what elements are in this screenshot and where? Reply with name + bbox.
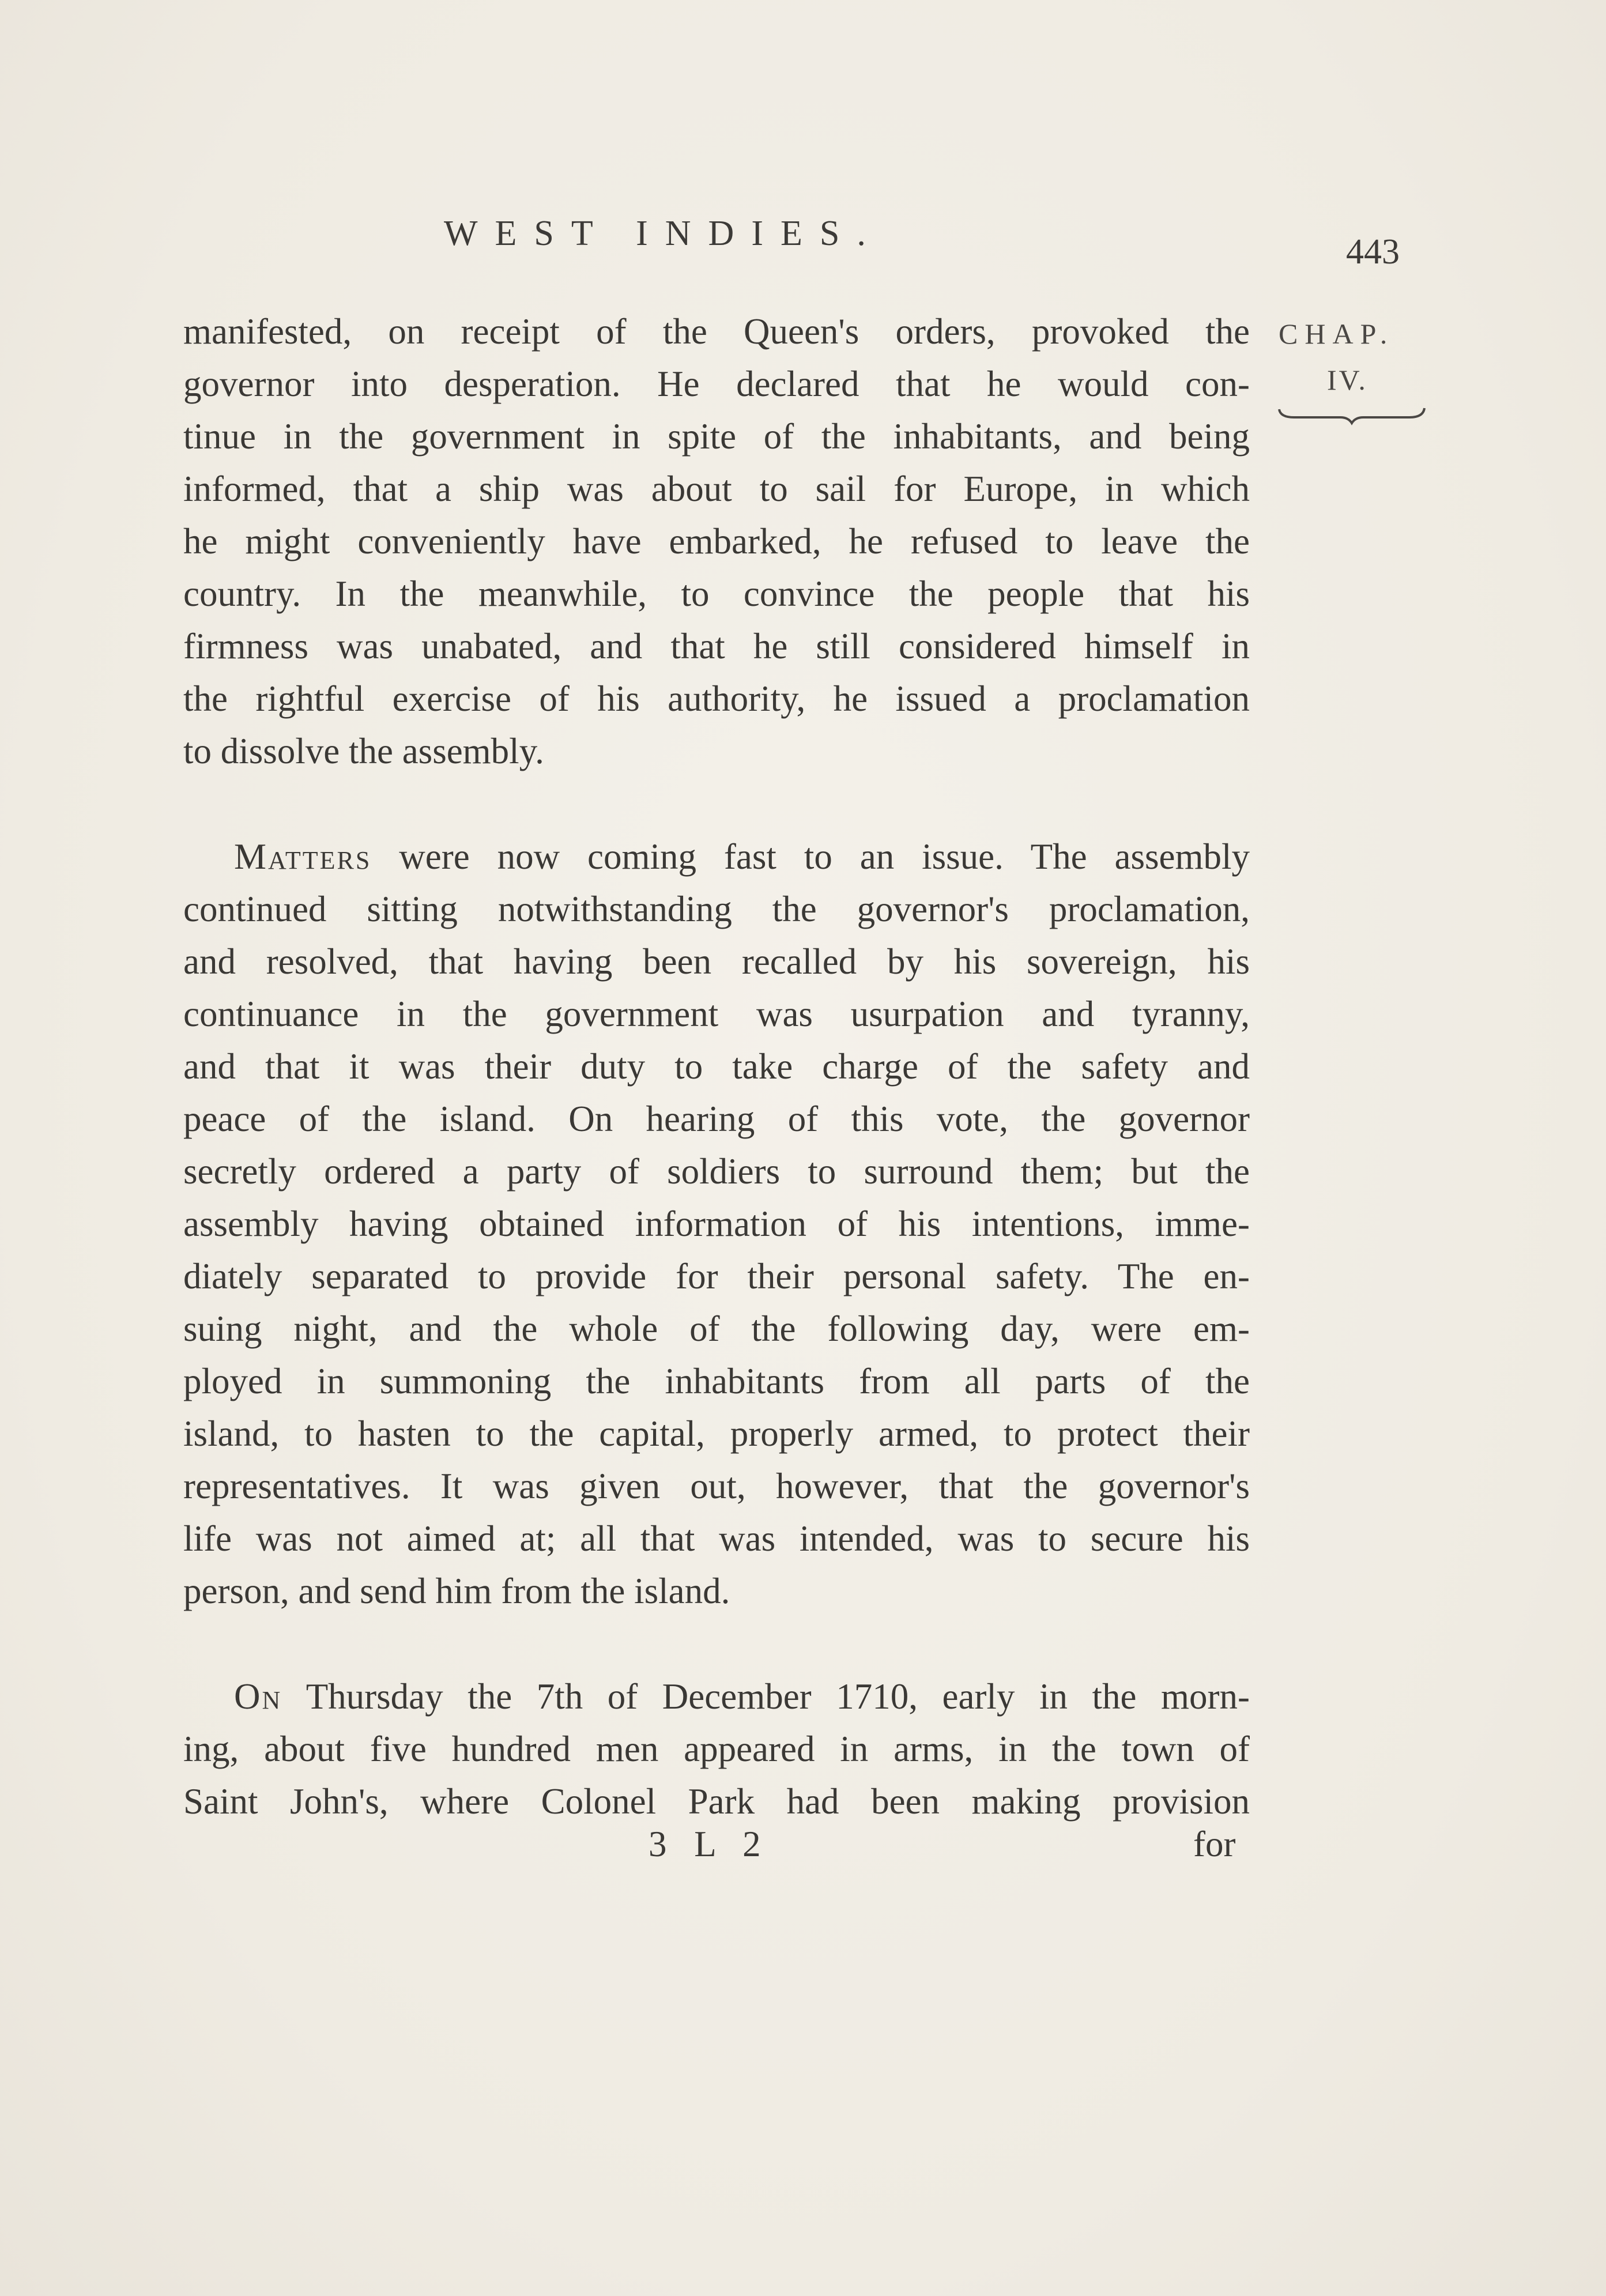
paragraph-3 bbox=[183, 1671, 1250, 1828]
lead-word: Matters bbox=[234, 836, 372, 877]
text-line: the rightful exercise of his authority, he issued a proclamation bbox=[183, 678, 1250, 719]
text-line: and resolved, that having been recalled by his sovereign, his bbox=[183, 941, 1250, 982]
text-line: life was not aimed at; all that was intended, was to secure his bbox=[183, 1518, 1250, 1559]
text-line: manifested, on receipt of the Queen's orders, provoked the bbox=[183, 311, 1250, 352]
chapter-margin-number: IV. bbox=[1327, 364, 1368, 396]
text-line: tinue in the government in spite of the inhabitants, and being bbox=[183, 416, 1250, 457]
text-line-rest: Thursday the 7th of December 1710, early in the morn- bbox=[282, 1676, 1250, 1717]
text-line: representatives. It was given out, however, that the governor's bbox=[183, 1466, 1250, 1506]
running-head: WEST INDIES. bbox=[444, 214, 883, 253]
text-line-first bbox=[183, 1671, 1250, 1723]
text-line: country. In the meanwhile, to convince the people that his bbox=[183, 574, 1250, 614]
paragraph-2 bbox=[183, 831, 1250, 1618]
text-line: person, and send him from the island. bbox=[183, 1571, 730, 1611]
chapter-brace-ornament bbox=[1277, 404, 1427, 427]
paragraph-gap bbox=[183, 1618, 1250, 1671]
text-line: diately separated to provide for their personal safety. The en- bbox=[183, 1256, 1250, 1296]
text-line: island, to hasten to the capital, properly armed, to protect their bbox=[183, 1413, 1250, 1454]
text-line: governor into desperation. He declared that he would con- bbox=[183, 364, 1250, 404]
text-line: he might conveniently have embarked, he refused to leave the bbox=[183, 521, 1250, 561]
catchword: for bbox=[1193, 1824, 1236, 1864]
body-text bbox=[183, 306, 1250, 1828]
text-line: firmness was unabated, and that he still considered himself in bbox=[183, 626, 1250, 666]
text-line: informed, that a ship was about to sail for Europe, in which bbox=[183, 469, 1250, 509]
text-line: continuance in the government was usurpation and tyranny, bbox=[183, 994, 1250, 1034]
text-line: Saint John's, where Colonel Park had been making provision bbox=[183, 1781, 1250, 1822]
signature-mark: 3 L 2 bbox=[649, 1824, 770, 1864]
text-line: ployed in summoning the inhabitants from all parts of the bbox=[183, 1361, 1250, 1401]
lead-word: On bbox=[234, 1676, 282, 1717]
text-line: and that it was their duty to take charge of the safety and bbox=[183, 1046, 1250, 1087]
text-line: peace of the island. On hearing of this vote, the governor bbox=[183, 1099, 1250, 1139]
text-line: to dissolve the assembly. bbox=[183, 731, 544, 771]
page-number: 443 bbox=[1346, 232, 1400, 272]
text-line: suing night, and the whole of the following day, were em- bbox=[183, 1309, 1250, 1349]
text-line: assembly having obtained information of his intentions, imme- bbox=[183, 1204, 1250, 1244]
text-line-first bbox=[183, 831, 1250, 883]
text-line: continued sitting notwithstanding the governor's proclamation, bbox=[183, 889, 1250, 929]
text-line: ing, about five hundred men appeared in arms, in the town of bbox=[183, 1729, 1250, 1769]
chapter-margin-label: CHAP. bbox=[1279, 318, 1394, 350]
text-line-rest: were now coming fast to an issue. The assembly bbox=[371, 836, 1250, 877]
paragraph-1 bbox=[183, 306, 1250, 778]
paragraph-gap bbox=[183, 778, 1250, 831]
text-line: secretly ordered a party of soldiers to surround them; but the bbox=[183, 1151, 1250, 1192]
